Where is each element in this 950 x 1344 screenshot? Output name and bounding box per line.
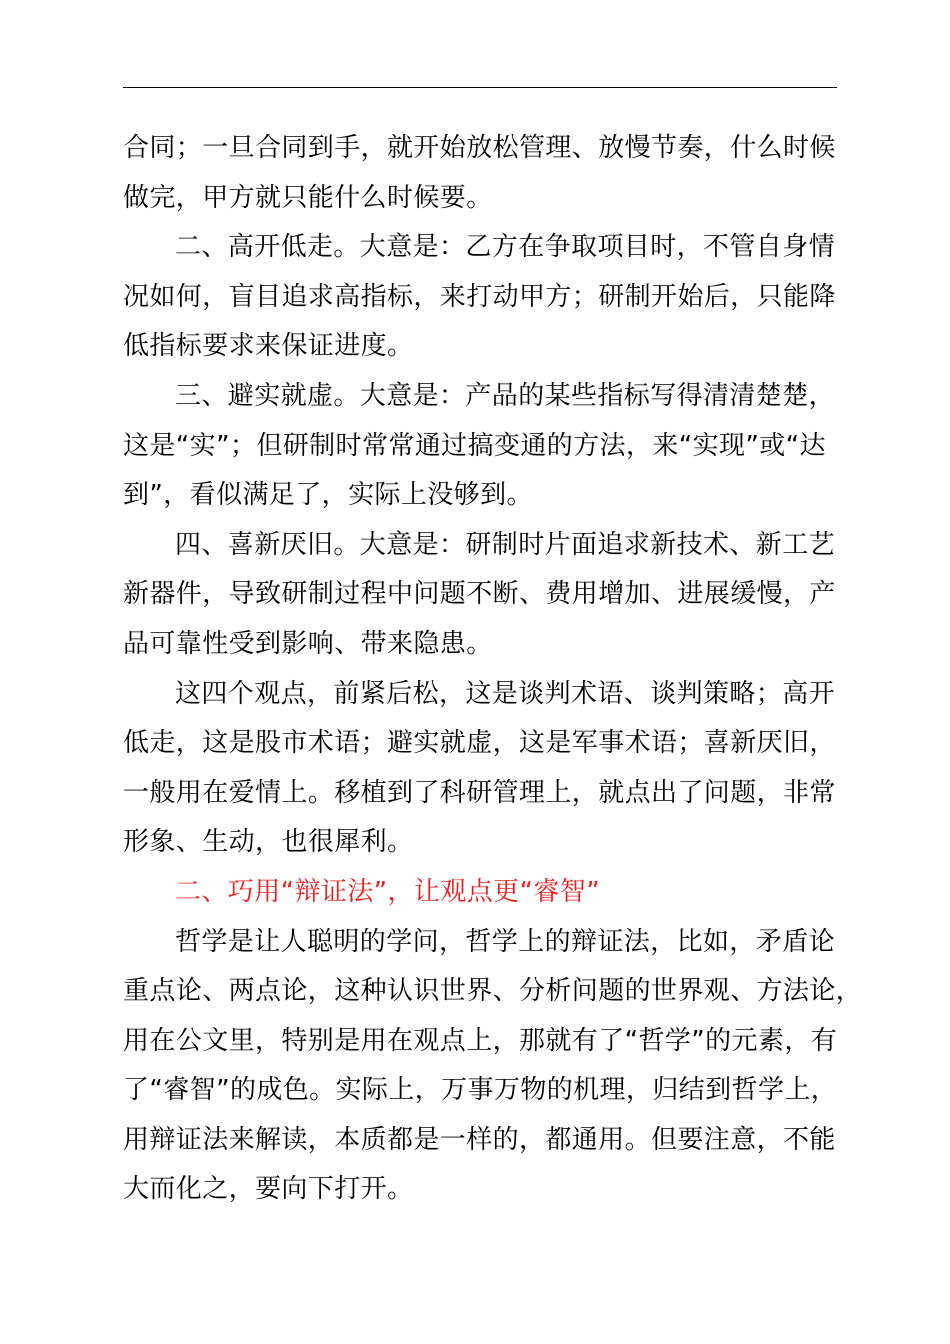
paragraph-point-three xyxy=(123,372,837,521)
text-line: 四、喜新厌旧。大意是：研制时片面追求新技术、新工艺 xyxy=(175,529,836,560)
text-line: 用在公文里，特别是用在观点上，那就有了“哲学”的元素，有 xyxy=(123,1025,838,1056)
text-line: 一般用在爱情上。移植到了科研管理上，就点出了问题，非常 xyxy=(123,777,836,808)
text-line: 品可靠性受到影响、带来隐患。 xyxy=(123,628,493,659)
text-line: 了“睿智”的成色。实际上，万事万物的机理，归结到哲学上， xyxy=(123,1075,838,1106)
text-line: 哲学是让人聪明的学问，哲学上的辩证法，比如，矛盾论 xyxy=(175,926,836,957)
text-line: 这是“实”；但研制时常常通过搞变通的方法，来“实现”或“达 xyxy=(123,430,826,461)
text-line: 做完，甲方就只能什么时候要。 xyxy=(123,182,493,213)
paragraph-point-four xyxy=(123,521,837,670)
text-line: 到”，看似满足了，实际上没够到。 xyxy=(123,480,533,511)
text-line: 三、避实就虚。大意是：产品的某些指标写得清清楚楚， xyxy=(175,380,836,411)
paragraph-continuation xyxy=(123,124,837,223)
text-line: 新器件，导致研制过程中问题不断、费用增加、进展缓慢，产 xyxy=(123,579,836,610)
heading-text: 二、巧用“辩证法”，让观点更“睿智” xyxy=(175,876,601,907)
text-line: 这四个观点，前紧后松，这是谈判术语、谈判策略；高开 xyxy=(175,678,836,709)
text-line: 用辩证法来解读，本质都是一样的，都通用。但要注意，不能 xyxy=(123,1124,836,1155)
text-line: 大而化之，要向下打开。 xyxy=(123,1174,414,1205)
text-line: 低指标要求来保证进度。 xyxy=(123,331,414,362)
paragraph-summary xyxy=(123,670,837,868)
text-line: 合同；一旦合同到手，就开始放松管理、放慢节奏，什么时候 xyxy=(123,133,836,163)
paragraph-dialectics xyxy=(123,918,863,1216)
text-line: 重点论、两点论，这种认识世界、分析问题的世界观、方法论， xyxy=(123,976,863,1007)
text-line: 二、高开低走。大意是：乙方在争取项目时，不管自身情 xyxy=(175,232,836,263)
text-line: 低走，这是股市术语；避实就虚，这是军事术语；喜新厌旧， xyxy=(123,728,836,759)
text-line: 形象、生动，也很犀利。 xyxy=(123,827,414,858)
text-line: 况如何，盲目追求高指标，来打动甲方；研制开始后，只能降 xyxy=(123,281,836,312)
header-rule xyxy=(123,87,837,88)
section-heading xyxy=(123,868,837,918)
paragraph-point-two xyxy=(123,223,837,372)
document-body xyxy=(123,124,863,1215)
